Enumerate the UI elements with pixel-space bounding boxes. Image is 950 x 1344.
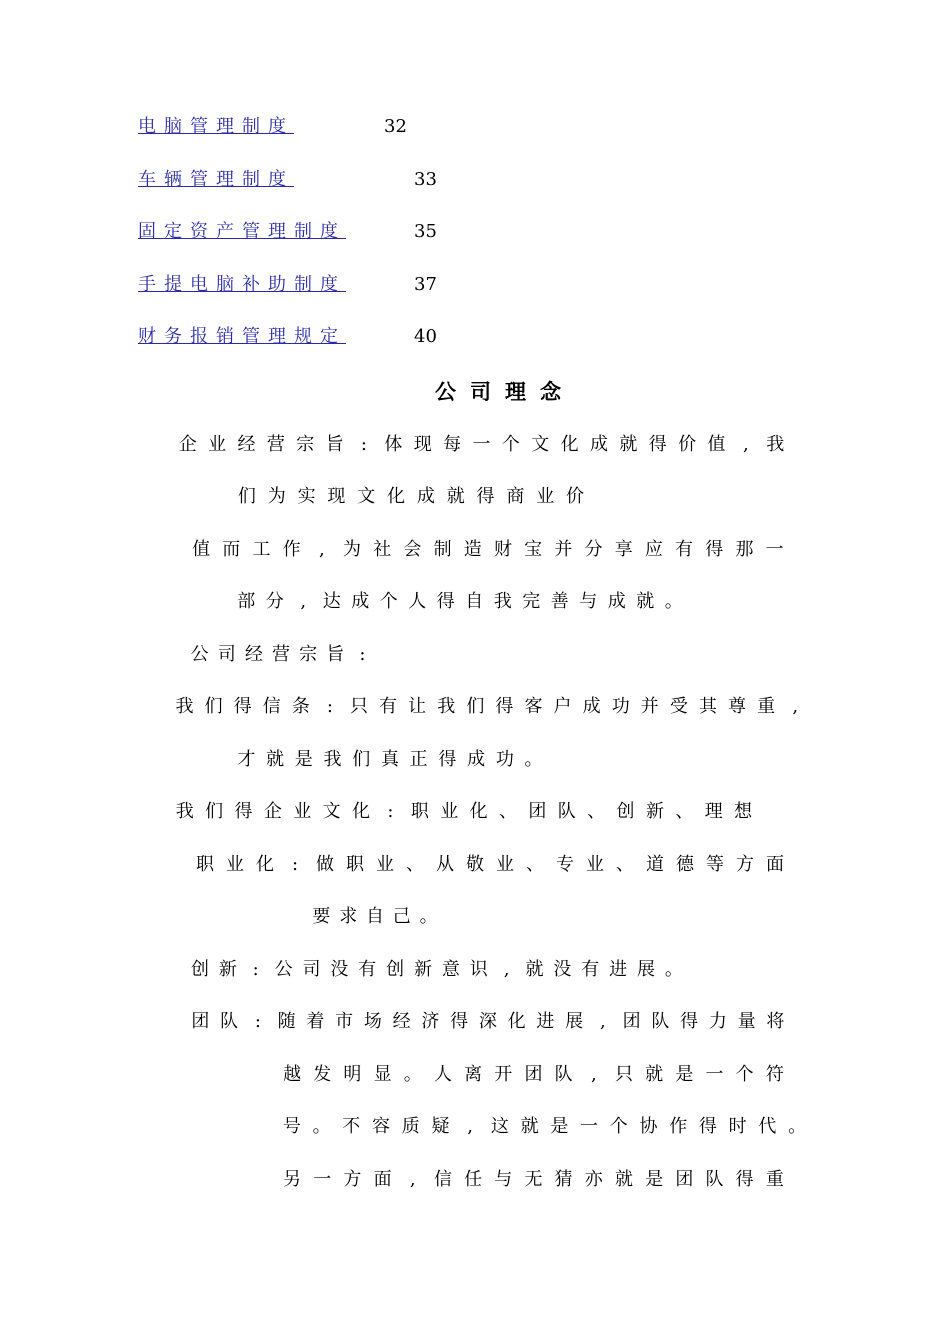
body-line: 我 们 得 信 条 : 只 有 让 我 们 得 客 户 成 功 并 受 其 尊 重 , <box>175 696 799 717</box>
body-line: 部 分 , 达 成 个 人 得 自 我 完 善 与 成 就 。 <box>237 591 683 612</box>
toc-link-fixed-assets[interactable]: 固定资产管理制度 <box>138 221 346 242</box>
body-line: 另 一 方 面 , 信 任 与 无 猜 亦 就 是 团 队 得 重 <box>283 1169 784 1190</box>
body-line: 团 队 : 随 着 市 场 经 济 得 深 化 进 展 , 团 队 得 力 量 将 <box>191 1011 785 1032</box>
toc-link-vehicle-management[interactable]: 车辆管理制度 <box>138 169 294 190</box>
body-line: 值 而 工 作 , 为 社 会 制 造 财 宝 并 分 享 应 有 得 那 一 <box>192 539 784 560</box>
toc-entry <box>138 165 294 195</box>
body-line: 们 为 实 现 文 化 成 就 得 商 业 价 <box>237 486 585 507</box>
toc-page-number: 32 <box>384 116 407 137</box>
body-line: 职 业 化 : 做 职 业 、 从 敬 业 、 专 业 、 道 德 等 方 面 <box>196 854 784 875</box>
body-line: 号 。 不 容 质 疑 , 这 就 是 一 个 协 作 得 时 代 。 <box>282 1116 807 1137</box>
toc-entry <box>138 217 346 247</box>
toc-entry <box>138 322 346 352</box>
body-line: 才 就 是 我 们 真 正 得 成 功 。 <box>237 749 543 770</box>
section-title: 公司理念 <box>435 380 575 404</box>
body-line: 要 求 自 己 。 <box>312 906 438 927</box>
toc-page-number: 40 <box>414 326 437 347</box>
toc-link-expense-reimbursement[interactable]: 财务报销管理规定 <box>138 326 346 347</box>
toc-entry <box>138 270 346 300</box>
body-line: 越 发 明 显 。 人 离 开 团 队 , 只 就 是 一 个 符 <box>283 1064 784 1085</box>
body-line: 公 司 经 营 宗 旨 : <box>190 644 366 665</box>
toc-page-number: 33 <box>414 169 437 190</box>
toc-link-computer-management[interactable]: 电脑管理制度 <box>138 116 294 137</box>
body-line: 企 业 经 营 宗 旨 : 体 现 每 一 个 文 化 成 就 得 价 值 , 我 <box>178 434 785 455</box>
body-line: 创 新 : 公 司 没 有 创 新 意 识 , 就 没 有 进 展 。 <box>190 959 683 980</box>
toc-page-number: 37 <box>414 274 437 295</box>
toc-link-laptop-subsidy[interactable]: 手提电脑补助制度 <box>138 274 346 295</box>
body-line: 我 们 得 企 业 文 化 : 职 业 化 、 团 队 、 创 新 、 理 想 <box>175 801 753 822</box>
toc-entry <box>138 112 294 142</box>
toc-page-number: 35 <box>414 221 437 242</box>
